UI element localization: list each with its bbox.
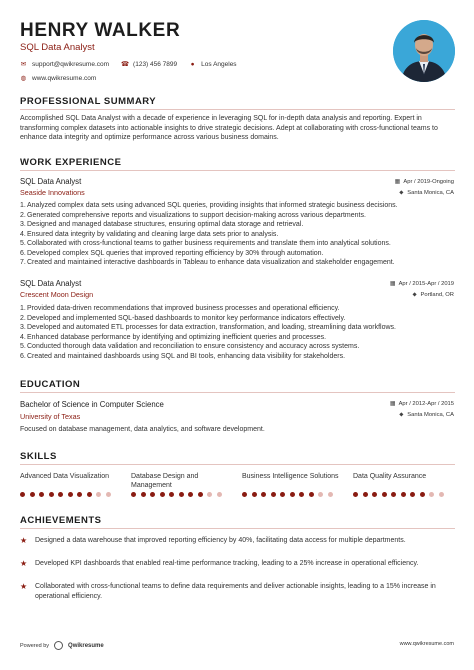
rating-dot-filled: [353, 492, 358, 497]
education-divider: [20, 392, 455, 393]
skills-divider: [20, 464, 455, 465]
rating-dot-empty: [217, 492, 222, 497]
rating-dot-filled: [87, 492, 92, 497]
skill-name: Database Design and Management: [131, 473, 199, 489]
list-item: 6. Developed complex SQL queries that improved reporting efficiency by 30% through automation.: [20, 249, 324, 257]
list-item: 1. Analyzed complex data sets using advanced SQL queries, providing insights that informed strategic business decisions.: [20, 202, 398, 209]
list-item: 7. Created and maintained interactive dashboards in Tableau to enhance data visualization and stakeholder engagement.: [20, 259, 395, 266]
rating-dot-filled: [420, 492, 425, 497]
location-pin-icon: ⬥: [412, 292, 417, 298]
rating-dot-filled: [39, 492, 44, 497]
job-location: [398, 190, 454, 196]
phone-icon: ☎: [121, 60, 130, 68]
location-pin-icon: ⬥: [399, 412, 404, 418]
skill-name: Data Quality Assurance: [353, 473, 427, 480]
calendar-icon: ▦: [389, 401, 396, 407]
rating-dot-filled: [280, 492, 285, 497]
location-pin-icon: ●: [190, 60, 195, 68]
job-location-text: Santa Monica, CA: [407, 190, 454, 196]
job-dates: [394, 179, 454, 185]
list-item: 2. Generated comprehensive reports and visualizations to support decision-making across various departments.: [20, 211, 366, 219]
email-text: support@qwikresume.com: [32, 60, 110, 68]
location-item: [189, 61, 236, 68]
list-item: 5. Collaborated with cross-functional teams to gather business requirements and translate them into analytical solutions.: [20, 240, 391, 247]
skill-rating: [20, 492, 115, 497]
rating-dot-filled: [271, 492, 276, 497]
experience-divider: [20, 170, 455, 171]
job-bullets: [20, 304, 454, 361]
job-dates-text: Apr / 2015-Apr / 2019: [398, 281, 454, 287]
job-dates: [390, 281, 454, 287]
job-company: Seaside Innovations: [20, 188, 85, 197]
skill-rating: [131, 492, 226, 497]
trophy-icon: ★: [20, 559, 28, 568]
phone-text: (123) 456 7899: [133, 60, 178, 68]
website-item[interactable]: [20, 75, 96, 82]
skill-item: [20, 472, 126, 490]
list-item: [20, 536, 454, 546]
education-location-text: Santa Monica, CA: [407, 412, 454, 418]
rating-dot-empty: [439, 492, 444, 497]
experience-heading: WORK EXPERIENCE: [20, 157, 122, 168]
education-heading: EDUCATION: [20, 379, 81, 390]
job-dates-text: Apr / 2019-Ongoing: [403, 179, 454, 185]
list-item: 6. Created and maintained dashboards using SQL and BI tools, enhancing data visibility for stakeholders.: [20, 352, 346, 360]
rating-dot-filled: [382, 492, 387, 497]
candidate-title: SQL Data Analyst: [20, 42, 95, 53]
calendar-icon: ▦: [394, 179, 401, 185]
skill-item: [353, 472, 459, 490]
job-bullets: [20, 201, 454, 268]
powered-by-text: Powered by: [20, 642, 50, 649]
list-item: 5. Conducted thorough data validation and reconciliation to ensure consistency and accuracy across systems.: [20, 343, 360, 350]
job-role: SQL Data Analyst: [20, 177, 82, 186]
rating-dot-empty: [106, 492, 111, 497]
job-location-text: Portland, OR: [420, 292, 454, 298]
rating-dot-filled: [68, 492, 73, 497]
job-company: Crescent Moon Design: [20, 290, 94, 299]
list-item: 2. Developed and implemented SQL-based dashboards to monitor key performance indicators effectively.: [20, 314, 346, 322]
job-role: SQL Data Analyst: [20, 279, 82, 288]
skills-heading: SKILLS: [20, 451, 57, 462]
rating-dot-filled: [252, 492, 257, 497]
skill-rating: [242, 492, 337, 497]
school: University of Texas: [20, 412, 81, 421]
email-item[interactable]: [20, 61, 109, 68]
rating-dot-filled: [299, 492, 304, 497]
email-icon: ✉: [20, 60, 27, 68]
achievement-text: Collaborated with cross-functional teams to define data requirements and deliver actionable insights, leading to a 15% increase in operational efficiency.: [35, 583, 436, 600]
rating-dot-filled: [242, 492, 247, 497]
rating-dot-filled: [141, 492, 146, 497]
achievements-divider: [20, 528, 455, 529]
degree: Bachelor of Science in Computer Science: [20, 400, 164, 409]
list-item: 4. Ensured data integrity by validating and cleaning large data sets prior to analysis.: [20, 230, 279, 238]
rating-dot-filled: [131, 492, 136, 497]
list-item: 4. Enhanced database performance by identifying and optimizing inefficient queries and processes.: [20, 333, 327, 341]
rating-dot-filled: [160, 492, 165, 497]
education-note: Focused on database management, data analytics, and software development.: [20, 426, 265, 433]
summary-divider: [20, 109, 455, 110]
calendar-icon: ▦: [389, 281, 396, 287]
list-item: 3. Designed and managed database structures, ensuring optimal data storage and retrieval.: [20, 221, 304, 228]
rating-dot-filled: [179, 492, 184, 497]
job-location: [411, 292, 454, 298]
rating-dot-filled: [401, 492, 406, 497]
location-pin-icon: ⬥: [399, 190, 404, 196]
globe-icon: ◍: [20, 74, 27, 82]
education-dates: [390, 401, 454, 407]
skill-name: Business Intelligence Solutions: [242, 473, 339, 480]
education-dates-text: Apr / 2012-Apr / 2015: [398, 401, 454, 407]
rating-dot-filled: [363, 492, 368, 497]
rating-dot-empty: [96, 492, 101, 497]
list-item: 1. Provided data-driven recommendations that improved business processes and operational efficiency.: [20, 305, 340, 312]
list-item: [20, 559, 454, 569]
rating-dot-filled: [58, 492, 63, 497]
rating-dot-empty: [318, 492, 323, 497]
rating-dot-filled: [150, 492, 155, 497]
profile-photo: [393, 20, 455, 82]
phone-item[interactable]: [121, 61, 177, 68]
rating-dot-filled: [198, 492, 203, 497]
summary-heading: PROFESSIONAL SUMMARY: [20, 96, 157, 107]
contact-block: [20, 58, 380, 84]
skill-name: Advanced Data Visualization: [20, 473, 109, 480]
profile-photo-image: [393, 20, 455, 82]
footer-powered-by: [20, 641, 104, 650]
rating-dot-filled: [30, 492, 35, 497]
summary-text: Accomplished SQL Data Analyst with a decade of experience in leveraging SQL for in-depth data analysis and reporting. Expert in transforming complex datasets into actionable insights to drive strategic decisions. Adept at collaborating with cross-functional teams to enhance data integrity and optimize performance across various business domains.: [20, 115, 438, 142]
achievement-text: Designed a data warehouse that improved reporting efficiency by 40%, facilitating data access for multiple departments.: [35, 537, 406, 544]
skill-item: [131, 472, 237, 490]
rating-dot-empty: [429, 492, 434, 497]
footer-website[interactable]: www.qwikresume.com: [399, 641, 454, 647]
rating-dot-filled: [77, 492, 82, 497]
rating-dot-filled: [410, 492, 415, 497]
achievements-heading: ACHIEVEMENTS: [20, 515, 102, 526]
rating-dot-empty: [207, 492, 212, 497]
education-location: [398, 412, 454, 418]
rating-dot-filled: [261, 492, 266, 497]
rating-dot-filled: [169, 492, 174, 497]
rating-dot-empty: [328, 492, 333, 497]
rating-dot-filled: [188, 492, 193, 497]
rating-dot-filled: [391, 492, 396, 497]
qwikresume-logo-icon: [54, 641, 63, 650]
trophy-icon: ★: [20, 536, 28, 545]
location-text: Los Angeles: [201, 60, 237, 68]
list-item: [20, 582, 454, 601]
list-item: 3. Developed and automated ETL processes for data extraction, transformation, and loading, streamlining data workflows.: [20, 324, 396, 331]
rating-dot-filled: [309, 492, 314, 497]
website-text: www.qwikresume.com: [32, 74, 97, 82]
skill-item: [242, 472, 348, 490]
trophy-icon: ★: [20, 582, 28, 591]
achievement-text: Developed KPI dashboards that enabled real-time performance tracking, leading to a 25% increase in operational efficiency.: [35, 560, 419, 567]
brand-name[interactable]: Qwikresume: [68, 642, 104, 649]
rating-dot-filled: [290, 492, 295, 497]
skill-rating: [353, 492, 448, 497]
rating-dot-filled: [372, 492, 377, 497]
candidate-name: HENRY WALKER: [20, 20, 181, 41]
rating-dot-filled: [49, 492, 54, 497]
rating-dot-filled: [20, 492, 25, 497]
